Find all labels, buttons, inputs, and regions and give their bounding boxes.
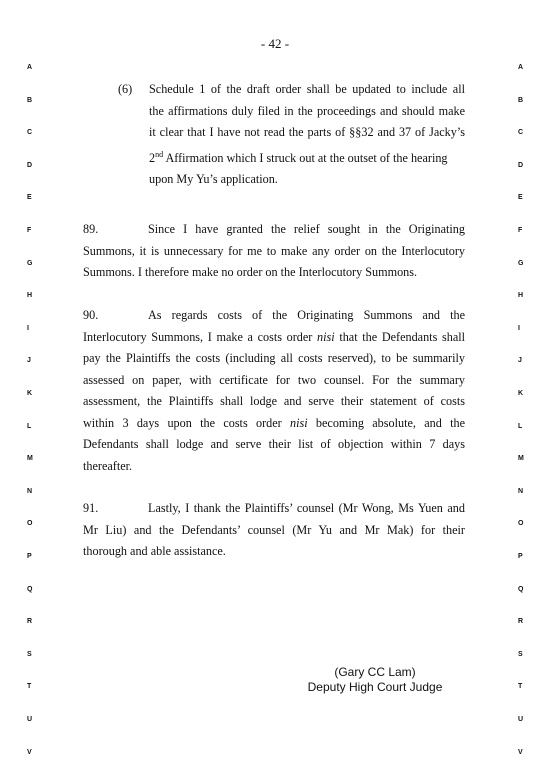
signature-block	[290, 665, 460, 695]
para-89-number: 89.	[83, 222, 99, 236]
para-89-text	[83, 241, 465, 284]
right-margin-letter-l: L	[518, 422, 523, 430]
left-margin-letter-s: S	[27, 650, 32, 658]
item-6-line-2: the affirmations duly filed in the proceedings and should make	[149, 103, 465, 118]
right-margin-letter-s: S	[518, 650, 523, 658]
left-margin-letter-p: P	[27, 553, 32, 560]
left-margin-letter-b: B	[27, 96, 33, 104]
judge-title: Deputy High Court Judge	[307, 680, 443, 694]
para-90-line-4: assessed on paper, with certificate for two counsel. For the summary	[83, 372, 465, 387]
para-90-line-7: Defendants shall lodge and serve their list of objection within 7 days	[83, 437, 465, 451]
left-margin-letter-a: A	[27, 64, 33, 71]
para-90-text	[83, 327, 465, 478]
para-90-number: 90.	[83, 308, 99, 322]
para-89-line-3: Summons. I therefore make no order on the Interlocutory Summons.	[83, 265, 418, 279]
right-margin-letter-f: F	[518, 227, 523, 234]
left-margin-letter-m: M	[27, 455, 33, 463]
para-91-first-line: Lastly, I thank the Plaintiffs’ counsel (Mr Wong, Ms Yuen and	[148, 501, 465, 515]
item-6-line-4: 2nd Affirmation which I struck out at the outset of the hearing	[149, 149, 448, 165]
item-6-line-3: it clear that I have not read the parts of §§32 and 37 of Jacky’s	[149, 125, 465, 139]
para-90-line-8: thereafter.	[83, 458, 133, 473]
right-margin-letter-d: D	[518, 161, 524, 169]
right-margin-letter-c: C	[518, 129, 524, 137]
right-margin-letter-k: K	[518, 390, 524, 397]
left-margin-letter-q: Q	[27, 585, 33, 593]
para-91-number: 91.	[83, 501, 99, 515]
left-margin-letter-e: E	[27, 194, 32, 202]
left-margin-letter-r: R	[27, 618, 33, 626]
right-margin-letter-m: M	[518, 455, 524, 463]
left-margin-letter-v: V	[27, 748, 32, 756]
left-margin-letter-i: I	[27, 324, 29, 332]
right-margin-letter-v: V	[518, 748, 523, 756]
para-90-line-2: Interlocutory Summons, I make a costs order nisi that the Defendants shall	[83, 329, 465, 344]
right-margin-letter-p: P	[518, 553, 523, 560]
right-margin-letter-j: J	[518, 357, 522, 365]
item-6-line-1: Schedule 1 of the draft order shall be updated to include all	[149, 82, 465, 96]
para-89-first-line: Since I have granted the relief sought in the Originating	[148, 222, 465, 236]
para-89-line-2: Summons, it is unnecessary for me to make any order on the Interlocutory	[83, 243, 465, 258]
left-margin-letter-c: C	[27, 129, 33, 137]
right-margin-letter-e: E	[518, 194, 523, 202]
left-margin-letter-k: K	[27, 390, 33, 397]
item-6-label: (6)	[118, 82, 133, 96]
left-margin-letter-h: H	[27, 292, 33, 300]
para-90-line-3: pay the Plaintiffs the costs (including all costs reserved), to be summarily	[83, 351, 465, 365]
para-90-line-6: within 3 days upon the costs order nisi becoming absolute, and the	[83, 415, 465, 430]
left-margin-letter-f: F	[27, 227, 32, 234]
para-90-line-5: assessment, the Plaintiffs shall lodge and serve their statement of costs	[83, 394, 465, 408]
left-margin-letter-n: N	[27, 487, 33, 495]
judge-name: (Gary CC Lam)	[334, 665, 416, 679]
para-91-line-2: Mr Liu) and the Defendants’ counsel (Mr Yu and Mr Mak) for their	[83, 522, 465, 537]
right-margin-letter-a: A	[518, 64, 524, 71]
para-91-text	[83, 520, 465, 563]
para-91-line-3: thorough and able assistance.	[83, 544, 226, 558]
left-margin-letter-o: O	[27, 520, 33, 528]
right-margin-letter-t: T	[518, 683, 523, 691]
left-margin-letter-d: D	[27, 161, 33, 169]
right-margin-letter-h: H	[518, 292, 524, 300]
item-6-line-5: upon My Yu’s application.	[149, 172, 278, 187]
left-margin-letter-g: G	[27, 259, 33, 267]
page-number: - 42 -	[260, 36, 290, 51]
right-margin-letter-i: I	[518, 324, 520, 332]
item-6-text	[149, 79, 465, 191]
left-margin-letter-j: J	[27, 357, 31, 365]
right-margin-letter-o: O	[518, 520, 524, 528]
right-margin-letter-q: Q	[518, 585, 524, 593]
right-margin-letter-n: N	[518, 487, 524, 495]
right-margin-letter-b: B	[518, 96, 524, 104]
right-margin-letter-g: G	[518, 259, 524, 267]
left-margin-letter-u: U	[27, 716, 33, 723]
right-margin-letter-u: U	[518, 716, 524, 723]
right-margin-letter-r: R	[518, 618, 524, 626]
left-margin-letter-t: T	[27, 683, 32, 691]
para-90-first-line: As regards costs of the Originating Summons and the	[148, 308, 465, 322]
left-margin-letter-l: L	[27, 422, 32, 430]
